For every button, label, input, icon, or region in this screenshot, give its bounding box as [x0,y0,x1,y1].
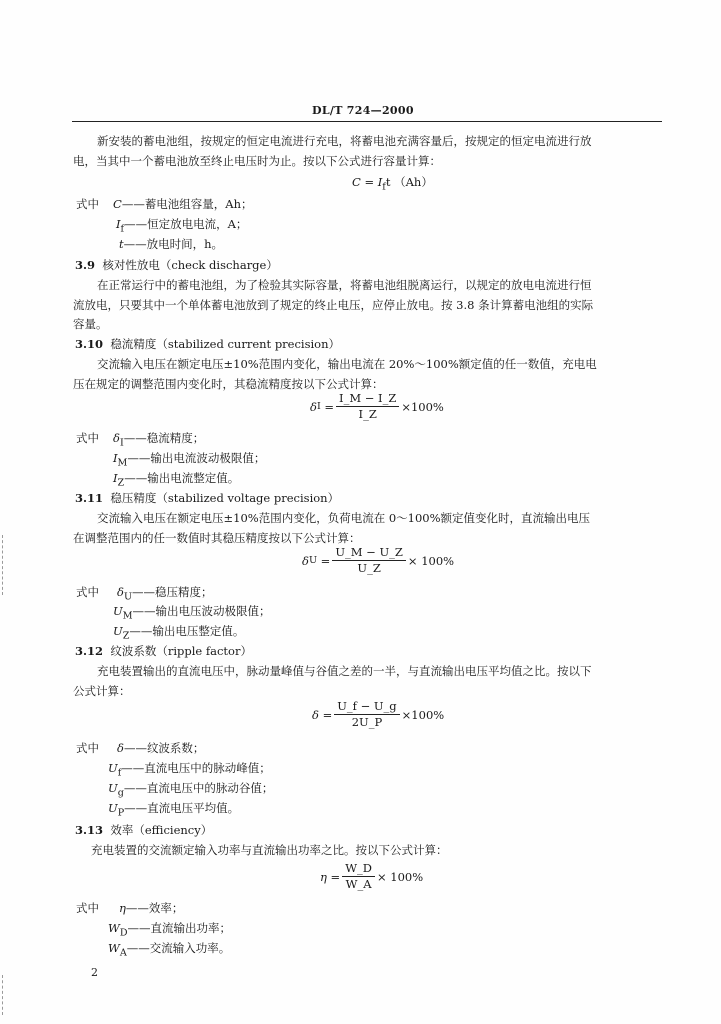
where-label: 式中 [76,197,99,211]
where-label: 式中 [76,901,99,915]
efficiency-formula: η = $\frac{W\_D}{W\_A}$ × 100% [320,861,424,891]
section-3-12-heading: 3.12 纹波系数（ripple factor） [75,644,252,658]
formula-denominator: I_Z [358,407,377,421]
page-number: 2 [91,966,98,979]
def-current-precision: $\delta_I——$稳流精度； [113,431,205,449]
binding-mark [2,975,4,1015]
para-3-8-line2: 电，当其中一个蓄电池放至终止电压时为止。按以下公式进行容量计算： [73,154,441,168]
def-dc-average: $U_P——$直流电压平均值。 [108,801,240,819]
voltage-precision-formula: δ U = $\frac{U\_M - U\_Z}{U\_Z}$ × 100% [302,545,455,575]
def-voltage-limit: $U_M——$输出电压波动极限值； [113,604,271,622]
section-3-10-line2: 压在规定的调整范围内变化时，其稳流精度按以下公式计算： [73,377,384,391]
section-3-9-line3: 容量。 [73,317,108,331]
current-precision-formula: δ I = $\frac{I\_M - I\_Z}{I\_Z}$ ×100% [310,391,444,421]
def-dc-output-power: $W_D——$直流输出功率； [108,921,232,939]
section-3-9-heading: 3.9 核对性放电（check discharge） [75,258,278,272]
section-3-9-line2: 流放电，只要其中一个单体蓄电池放到了规定的终止电压，应停止放电。按 3.8 条计算蓄电池组的实际 [73,298,594,312]
def-voltage-precision: $\delta_U——$稳压精度； [117,585,213,603]
formula-denominator: U_Z [357,561,381,575]
def-ripple-peak: $U_f——$直流电压中的脉动峰值； [108,761,271,779]
def-ac-input-power: $W_A——$交流输入功率。 [108,941,231,959]
section-3-13-line1: 充电装置的交流额定输入功率与直流输出功率之比。按以下公式计算： [91,843,448,857]
section-3-11-line2: 在调整范围内的任一数值时其稳压精度按以下公式计算： [73,531,361,545]
ripple-factor-formula: δ = $\frac{U\_f - U\_g}{2U\_P}$ ×100% [312,699,445,729]
document-code: DL/T 724—2000 [312,104,414,117]
def-current-setting: $I_Z——$输出电流整定值。 [113,471,240,489]
def-ripple-valley: $U_g——$直流电压中的脉动谷值； [108,781,274,799]
section-3-12-line1: 充电装置输出的直流电压中，脉动量峰值与谷值之差的一半，与直流输出电压平均值之比。按以下 [97,664,592,678]
def-voltage-setting: $U_Z——$输出电压整定值。 [113,624,245,642]
formula-numerator: U_f − U_g [334,700,399,715]
section-3-12-line2: 公式计算： [73,684,131,698]
def-current-limit: $I_M——$输出电流波动极限值； [113,451,266,469]
def-discharge-current: $I_f——$恒定放电电流，A； [116,217,248,235]
para-3-8-line1: 新安装的蓄电池组，按规定的恒定电流进行充电，将蓄电池充满容量后，按规定的恒定电流进行放 [97,134,592,148]
where-label: 式中 [76,741,99,755]
capacity-formula: $C = I_ft$ （Ah） [352,175,433,193]
section-3-10-line1: 交流输入电压在额定电压±10%范围内变化，输出电流在 20%～100%额定值的任一数值，充电电 [97,357,597,371]
formula-denominator: W_A [345,877,372,891]
formula-denominator: 2U_P [351,715,383,729]
section-3-9-line1: 在正常运行中的蓄电池组，为了检验其实际容量，将蓄电池组脱离运行，以规定的放电电流进行恒 [97,278,592,292]
header-rule [72,121,662,122]
formula-numerator: U_M − U_Z [332,546,406,561]
section-3-13-heading: 3.13 效率（efficiency） [75,823,213,837]
def-capacity: C——蓄电池组容量，Ah； [113,197,253,211]
section-3-11-heading: 3.11 稳压精度（stabilized voltage precision） [75,491,340,505]
formula-numerator: I_M − I_Z [336,392,399,407]
def-efficiency: η——效率； [119,901,184,915]
where-label: 式中 [76,431,99,445]
section-3-10-heading: 3.10 稳流精度（stabilized current precision） [75,337,341,351]
def-ripple-factor: δ——纹波系数； [117,741,205,755]
binding-mark [2,535,4,595]
where-label: 式中 [76,585,99,599]
def-discharge-time: t——放电时间，h。 [119,237,224,251]
formula-numerator: W_D [342,862,375,877]
section-3-11-line1: 交流输入电压在额定电压±10%范围内变化，负荷电流在 0～100%额定值变化时，直流输出电压 [97,511,591,525]
